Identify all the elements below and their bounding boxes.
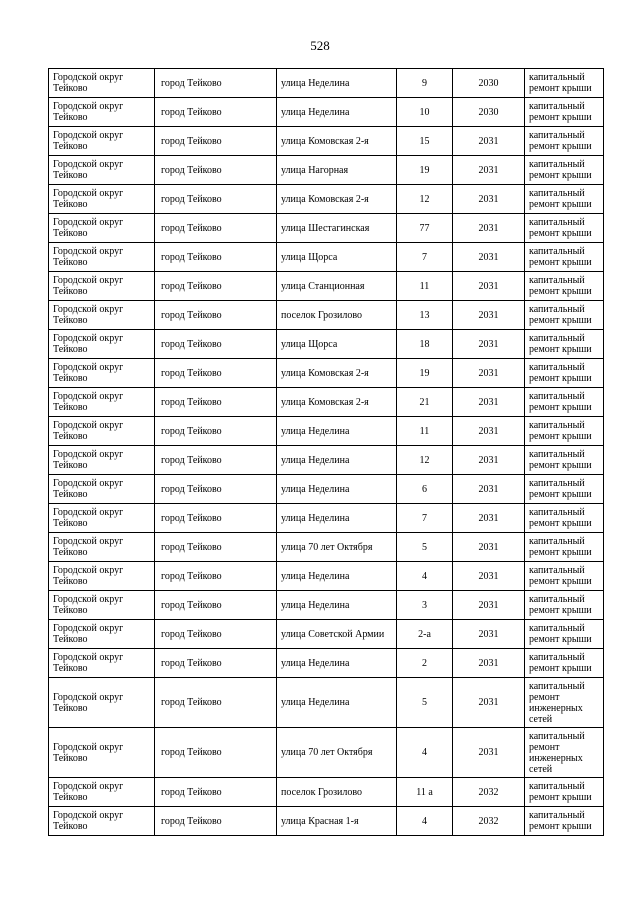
house-number-cell: 11 а — [397, 778, 453, 807]
year-cell: 2031 — [453, 243, 525, 272]
year-cell: 2030 — [453, 69, 525, 98]
work-type-cell: капитальный ремонт крыши — [525, 807, 604, 836]
house-number-cell: 77 — [397, 214, 453, 243]
house-number-cell: 2 — [397, 649, 453, 678]
settlement-cell: город Тейково — [155, 620, 277, 649]
settlement-cell: город Тейково — [155, 649, 277, 678]
table-row — [49, 301, 604, 330]
street-cell: улица Щорса — [277, 243, 397, 272]
table-row — [49, 417, 604, 446]
municipality-cell: Городской округ Тейково — [49, 214, 155, 243]
municipality-cell: Городской округ Тейково — [49, 475, 155, 504]
street-cell: улица Неделина — [277, 475, 397, 504]
house-number-cell: 9 — [397, 69, 453, 98]
year-cell: 2030 — [453, 98, 525, 127]
table-row — [49, 214, 604, 243]
house-number-cell: 5 — [397, 678, 453, 728]
year-cell: 2031 — [453, 388, 525, 417]
municipality-cell: Городской округ Тейково — [49, 591, 155, 620]
street-cell: улица Комовская 2-я — [277, 127, 397, 156]
table-row — [49, 562, 604, 591]
work-type-cell: капитальный ремонт крыши — [525, 185, 604, 214]
street-cell: улица Неделина — [277, 562, 397, 591]
street-cell: улица Нагорная — [277, 156, 397, 185]
year-cell: 2031 — [453, 678, 525, 728]
street-cell: улица Неделина — [277, 98, 397, 127]
settlement-cell: город Тейково — [155, 127, 277, 156]
house-number-cell: 4 — [397, 807, 453, 836]
street-cell: улица Неделина — [277, 591, 397, 620]
work-type-cell: капитальный ремонт крыши — [525, 359, 604, 388]
year-cell: 2031 — [453, 591, 525, 620]
house-number-cell: 4 — [397, 728, 453, 778]
municipality-cell: Городской округ Тейково — [49, 728, 155, 778]
work-type-cell: капитальный ремонт крыши — [525, 127, 604, 156]
year-cell: 2032 — [453, 778, 525, 807]
house-number-cell: 3 — [397, 591, 453, 620]
house-number-cell: 19 — [397, 359, 453, 388]
street-cell: улица Комовская 2-я — [277, 185, 397, 214]
table-row — [49, 504, 604, 533]
municipality-cell: Городской округ Тейково — [49, 272, 155, 301]
settlement-cell: город Тейково — [155, 272, 277, 301]
municipality-cell: Городской округ Тейково — [49, 533, 155, 562]
year-cell: 2031 — [453, 620, 525, 649]
municipality-cell: Городской округ Тейково — [49, 185, 155, 214]
year-cell: 2031 — [453, 185, 525, 214]
settlement-cell: город Тейково — [155, 591, 277, 620]
work-type-cell: капитальный ремонт крыши — [525, 562, 604, 591]
table-row — [49, 620, 604, 649]
table-row — [49, 475, 604, 504]
municipality-cell: Городской округ Тейково — [49, 359, 155, 388]
municipality-cell: Городской округ Тейково — [49, 243, 155, 272]
settlement-cell: город Тейково — [155, 156, 277, 185]
street-cell: улица 70 лет Октября — [277, 533, 397, 562]
house-number-cell: 4 — [397, 562, 453, 591]
table-row — [49, 127, 604, 156]
municipality-cell: Городской округ Тейково — [49, 504, 155, 533]
settlement-cell: город Тейково — [155, 678, 277, 728]
house-number-cell: 11 — [397, 272, 453, 301]
table-row — [49, 446, 604, 475]
table-row — [49, 272, 604, 301]
work-type-cell: капитальный ремонт крыши — [525, 504, 604, 533]
street-cell: улица Неделина — [277, 678, 397, 728]
settlement-cell: город Тейково — [155, 728, 277, 778]
municipality-cell: Городской округ Тейково — [49, 417, 155, 446]
settlement-cell: город Тейково — [155, 778, 277, 807]
table-row — [49, 98, 604, 127]
year-cell: 2031 — [453, 359, 525, 388]
settlement-cell: город Тейково — [155, 475, 277, 504]
house-number-cell: 5 — [397, 533, 453, 562]
year-cell: 2031 — [453, 446, 525, 475]
settlement-cell: город Тейково — [155, 330, 277, 359]
house-number-cell: 7 — [397, 504, 453, 533]
table-row — [49, 359, 604, 388]
settlement-cell: город Тейково — [155, 98, 277, 127]
house-number-cell: 19 — [397, 156, 453, 185]
house-number-cell: 2-а — [397, 620, 453, 649]
work-type-cell: капитальный ремонт крыши — [525, 778, 604, 807]
work-type-cell: капитальный ремонт крыши — [525, 475, 604, 504]
year-cell: 2031 — [453, 562, 525, 591]
year-cell: 2031 — [453, 330, 525, 359]
table-row — [49, 69, 604, 98]
capital-repair-table — [48, 68, 604, 836]
house-number-cell: 12 — [397, 446, 453, 475]
settlement-cell: город Тейково — [155, 214, 277, 243]
street-cell: улица Советской Армии — [277, 620, 397, 649]
settlement-cell: город Тейково — [155, 243, 277, 272]
settlement-cell: город Тейково — [155, 417, 277, 446]
municipality-cell: Городской округ Тейково — [49, 807, 155, 836]
municipality-cell: Городской округ Тейково — [49, 98, 155, 127]
table-row — [49, 678, 604, 728]
table-row — [49, 728, 604, 778]
house-number-cell: 6 — [397, 475, 453, 504]
table-row — [49, 388, 604, 417]
house-number-cell: 21 — [397, 388, 453, 417]
year-cell: 2031 — [453, 156, 525, 185]
street-cell: улица Неделина — [277, 649, 397, 678]
work-type-cell: капитальный ремонт крыши — [525, 214, 604, 243]
table-row — [49, 243, 604, 272]
municipality-cell: Городской округ Тейково — [49, 156, 155, 185]
table-row — [49, 330, 604, 359]
work-type-cell: капитальный ремонт крыши — [525, 446, 604, 475]
work-type-cell: капитальный ремонт крыши — [525, 388, 604, 417]
work-type-cell: капитальный ремонт крыши — [525, 69, 604, 98]
house-number-cell: 10 — [397, 98, 453, 127]
settlement-cell: город Тейково — [155, 504, 277, 533]
table-row — [49, 778, 604, 807]
municipality-cell: Городской округ Тейково — [49, 446, 155, 475]
street-cell: улица Неделина — [277, 417, 397, 446]
table-row — [49, 807, 604, 836]
year-cell: 2031 — [453, 649, 525, 678]
street-cell: улица Неделина — [277, 446, 397, 475]
municipality-cell: Городской округ Тейково — [49, 620, 155, 649]
year-cell: 2032 — [453, 807, 525, 836]
settlement-cell: город Тейково — [155, 533, 277, 562]
municipality-cell: Городской округ Тейково — [49, 562, 155, 591]
work-type-cell: капитальный ремонт крыши — [525, 330, 604, 359]
municipality-cell: Городской округ Тейково — [49, 301, 155, 330]
work-type-cell: капитальный ремонт крыши — [525, 533, 604, 562]
work-type-cell: капитальный ремонт крыши — [525, 98, 604, 127]
street-cell: улица Комовская 2-я — [277, 359, 397, 388]
street-cell: улица 70 лет Октября — [277, 728, 397, 778]
street-cell: поселок Грозилово — [277, 301, 397, 330]
table-row — [49, 185, 604, 214]
year-cell: 2031 — [453, 504, 525, 533]
work-type-cell: капитальный ремонт крыши — [525, 649, 604, 678]
street-cell: улица Щорса — [277, 330, 397, 359]
work-type-cell: капитальный ремонт крыши — [525, 301, 604, 330]
house-number-cell: 12 — [397, 185, 453, 214]
house-number-cell: 18 — [397, 330, 453, 359]
table-row — [49, 591, 604, 620]
municipality-cell: Городской округ Тейково — [49, 678, 155, 728]
settlement-cell: город Тейково — [155, 446, 277, 475]
municipality-cell: Городской округ Тейково — [49, 388, 155, 417]
street-cell: улица Шестагинская — [277, 214, 397, 243]
street-cell: улица Неделина — [277, 504, 397, 533]
table-row — [49, 156, 604, 185]
settlement-cell: город Тейково — [155, 562, 277, 591]
street-cell: улица Неделина — [277, 69, 397, 98]
house-number-cell: 11 — [397, 417, 453, 446]
work-type-cell: капитальный ремонт крыши — [525, 272, 604, 301]
house-number-cell: 7 — [397, 243, 453, 272]
year-cell: 2031 — [453, 301, 525, 330]
settlement-cell: город Тейково — [155, 69, 277, 98]
work-type-cell: капитальный ремонт инженерных сетей — [525, 728, 604, 778]
settlement-cell: город Тейково — [155, 359, 277, 388]
year-cell: 2031 — [453, 272, 525, 301]
work-type-cell: капитальный ремонт крыши — [525, 591, 604, 620]
street-cell: улица Комовская 2-я — [277, 388, 397, 417]
house-number-cell: 13 — [397, 301, 453, 330]
table-row — [49, 533, 604, 562]
street-cell: улица Красная 1-я — [277, 807, 397, 836]
year-cell: 2031 — [453, 417, 525, 446]
year-cell: 2031 — [453, 533, 525, 562]
year-cell: 2031 — [453, 214, 525, 243]
year-cell: 2031 — [453, 475, 525, 504]
work-type-cell: капитальный ремонт инженерных сетей — [525, 678, 604, 728]
work-type-cell: капитальный ремонт крыши — [525, 417, 604, 446]
work-type-cell: капитальный ремонт крыши — [525, 243, 604, 272]
page-number: 528 — [310, 38, 330, 53]
municipality-cell: Городской округ Тейково — [49, 69, 155, 98]
settlement-cell: город Тейково — [155, 301, 277, 330]
house-number-cell: 15 — [397, 127, 453, 156]
municipality-cell: Городской округ Тейково — [49, 330, 155, 359]
municipality-cell: Городской округ Тейково — [49, 127, 155, 156]
street-cell: поселок Грозилово — [277, 778, 397, 807]
year-cell: 2031 — [453, 728, 525, 778]
settlement-cell: город Тейково — [155, 807, 277, 836]
work-type-cell: капитальный ремонт крыши — [525, 620, 604, 649]
work-type-cell: капитальный ремонт крыши — [525, 156, 604, 185]
municipality-cell: Городской округ Тейково — [49, 778, 155, 807]
settlement-cell: город Тейково — [155, 185, 277, 214]
table-row — [49, 649, 604, 678]
year-cell: 2031 — [453, 127, 525, 156]
municipality-cell: Городской округ Тейково — [49, 649, 155, 678]
settlement-cell: город Тейково — [155, 388, 277, 417]
street-cell: улица Станционная — [277, 272, 397, 301]
